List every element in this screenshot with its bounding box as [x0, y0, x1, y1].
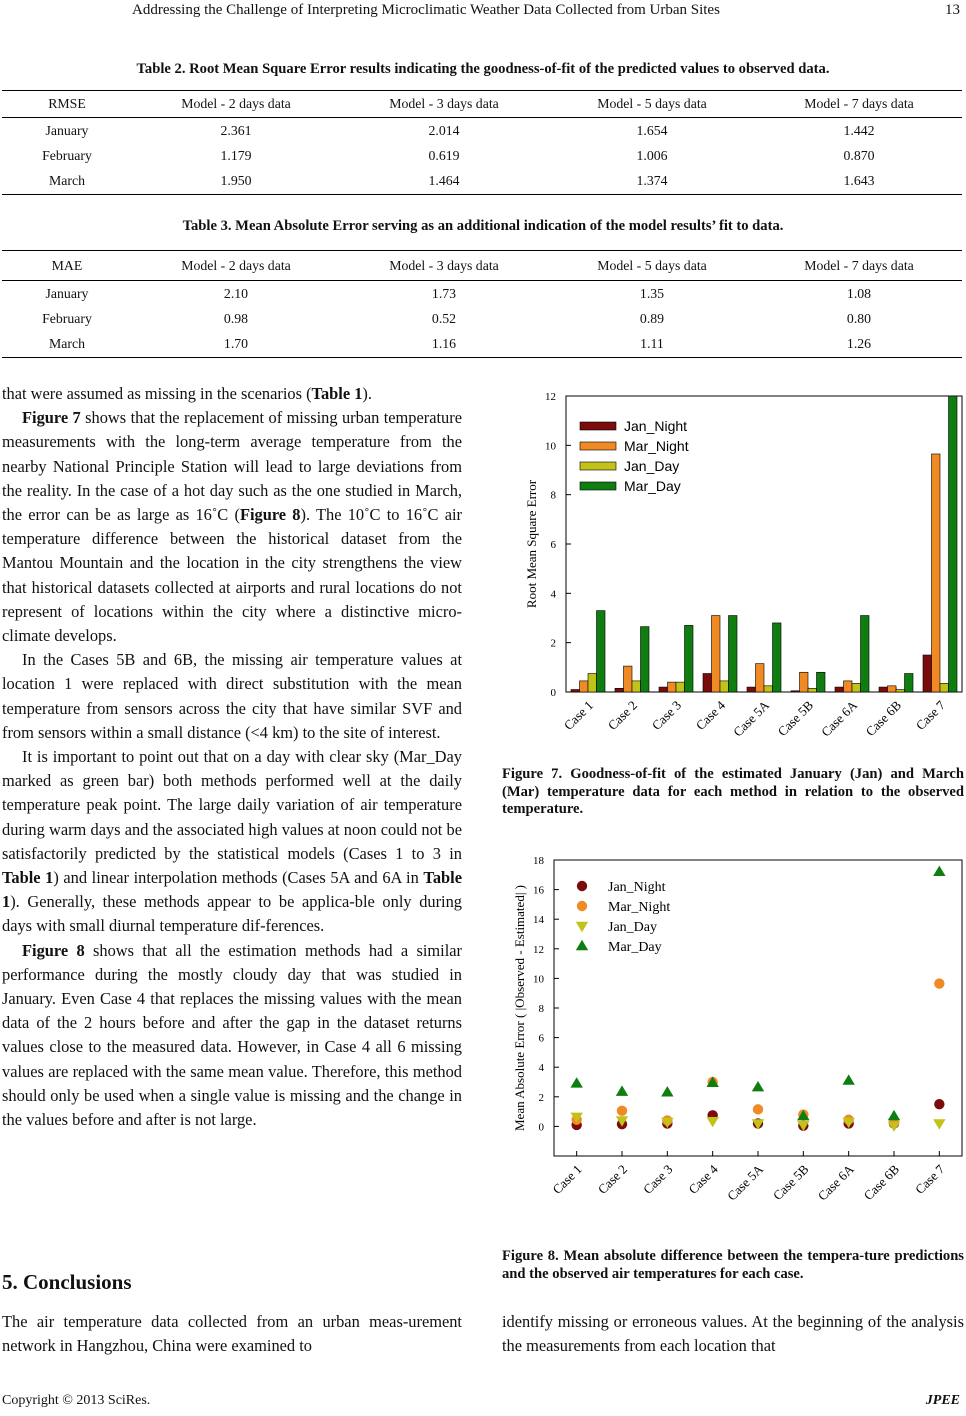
table3-mae: [2, 250, 962, 358]
y-tick-label: 8: [538, 1003, 544, 1015]
table-cell: 1.08: [846, 285, 872, 301]
column-header: Model - 2 days data: [132, 91, 340, 118]
table-cell: 1.643: [756, 169, 962, 195]
x-tick-label: Case 4: [685, 1161, 721, 1197]
legend-label: Mar_Day: [624, 478, 681, 494]
table-cell: January: [45, 122, 89, 138]
page-number: 13: [945, 2, 960, 18]
table2-rmse: [2, 90, 962, 195]
point-Mar_Night: [753, 1104, 763, 1114]
x-tick-label: Case 1: [549, 1161, 585, 1197]
legend-label: Mar_Night: [608, 900, 671, 915]
bar-Mar_Night: [800, 672, 809, 692]
table-cell: 1.442: [843, 122, 875, 138]
y-tick-label: 2: [550, 637, 556, 650]
y-tick-label: 18: [533, 855, 544, 867]
table-cell: 1.006: [636, 147, 668, 163]
table-row: [2, 169, 962, 195]
legend-label: Jan_Night: [608, 880, 666, 895]
point-Mar_Day: [888, 1110, 900, 1120]
x-tick-label: Case 3: [640, 1161, 676, 1197]
bar-Jan_Night: [615, 688, 624, 692]
legend-swatch: [580, 482, 616, 490]
y-tick-label: 10: [533, 973, 544, 986]
bar-Mar_Night: [624, 666, 633, 692]
legend-label: Jan_Day: [608, 920, 657, 935]
bar-Mar_Night: [756, 664, 765, 692]
y-tick-label: 8: [550, 489, 556, 502]
bar-Mar_Night: [580, 681, 589, 692]
x-tick-label: Case 7: [912, 1161, 948, 1197]
table-cell: February: [42, 310, 92, 326]
bar-Mar_Day: [641, 627, 650, 692]
column-header: RMSE: [2, 91, 132, 118]
legend-label: Mar_Night: [624, 438, 689, 454]
bar-Mar_Day: [861, 616, 870, 692]
x-tick-label: Case 5A: [724, 1161, 767, 1204]
figure7-bar-chart: [500, 382, 966, 762]
bar-Mar_Day: [905, 674, 914, 693]
legend-marker: [576, 922, 588, 932]
y-tick-label: 16: [533, 884, 544, 897]
point-Jan_Day: [888, 1121, 900, 1131]
paragraph: Figure 8 shows that all the estimation methods had a similar performance during the mostly cloudy day that was studied in January. Even Case 4 that replaces the missing values with the mean data of the 2 hours before and after the gap in the dataset returns values close to the measured data. However, in Case 4 all 6 missing values are replaced with the same mean value. Therefore, this method should only be used when a single value is missing and the change in the values before and after is not large.: [2, 940, 462, 1130]
column-header: MAE: [2, 251, 132, 281]
bar-Mar_Night: [932, 454, 941, 692]
point-Mar_Night: [617, 1106, 627, 1116]
bar-Mar_Night: [888, 686, 897, 692]
bar-Mar_Day: [817, 672, 826, 692]
bar-Mar_Night: [712, 616, 721, 692]
table2-caption: Table 2. Root Mean Square Error results indicating the goodness-of-fit of the predicted values to observed data.: [136, 61, 830, 77]
table-cell: 0.52: [431, 310, 457, 326]
legend-label: Jan_Night: [624, 418, 688, 434]
bar-Jan_Night: [571, 690, 580, 692]
bar-Jan_Night: [791, 691, 800, 692]
bar-Jan_Day: [852, 683, 861, 692]
table-row: [2, 281, 962, 307]
x-tick-label: Case 6B: [862, 697, 905, 740]
x-tick-label: Case 6A: [818, 697, 861, 740]
figure8-caption: Figure 8. Mean absolute difference between the tempera-ture predictions and the observed air temperatures for each case.: [502, 1248, 964, 1282]
x-tick-label: Case 7: [912, 697, 949, 733]
column-header: Model - 2 days data: [132, 251, 340, 281]
bar-Jan_Day: [588, 674, 597, 693]
y-axis-label: Mean Absolute Error ( |Observed - Estimated| ): [512, 885, 527, 1131]
table-row: [2, 118, 962, 144]
bar-Jan_Day: [676, 682, 685, 692]
paragraph: that were assumed as missing in the scenarios (Table 1).: [2, 384, 372, 403]
x-tick-label: Case 2: [604, 697, 641, 733]
bar-Mar_Day: [773, 623, 782, 692]
legend-label: Jan_Day: [624, 458, 680, 474]
left-column-tail: [2, 1310, 462, 1358]
x-tick-label: Case 1: [560, 697, 597, 733]
right-column-text: [502, 1310, 964, 1358]
y-tick-label: 12: [533, 943, 544, 956]
point-Mar_Day: [933, 866, 945, 876]
running-header: [0, 2, 966, 24]
table-cell: 2.014: [428, 122, 460, 138]
x-tick-label: Case 5A: [730, 697, 773, 740]
table-cell: 1.26: [756, 332, 962, 358]
legend-swatch: [580, 442, 616, 450]
x-tick-label: Case 5B: [769, 1161, 812, 1204]
legend-marker: [577, 901, 587, 911]
footer-journal: JPEE: [925, 1393, 960, 1408]
table-row: [2, 306, 962, 332]
table-cell: 0.870: [843, 147, 875, 163]
point-Mar_Day: [570, 1077, 582, 1087]
table-cell: 1.654: [636, 122, 668, 138]
bar-Jan_Night: [703, 674, 712, 693]
bar-Mar_Day: [685, 625, 694, 692]
bar-Mar_Night: [668, 682, 677, 692]
table-row: [2, 332, 962, 358]
paragraph: The air temperature data collected from an urban meas-urement network in Hangzhou, China were examined to: [2, 1312, 462, 1356]
bar-Jan_Day: [720, 681, 729, 692]
y-tick-label: 10: [545, 440, 556, 453]
column-header: Model - 7 days data: [756, 251, 962, 281]
section-heading: 5. Conclusions: [2, 1270, 132, 1294]
table-cell: 2.10: [223, 285, 249, 301]
point-Mar_Day: [752, 1081, 764, 1091]
table-cell: 0.80: [846, 310, 872, 326]
bar-Jan_Night: [879, 687, 888, 692]
table-cell: March: [2, 332, 132, 358]
point-Mar_Night: [934, 978, 944, 988]
point-Mar_Day: [661, 1086, 673, 1096]
paragraph: It is important to point out that on a day with clear sky (Mar_Day marked as green bar) both methods performed well at the daily temperature peak point. The large daily variation of air temperature during warm days and the associated high values at noon could not be satisfactorily predicted by the statistical models (Cases 1 to 3 in Table 1) and linear interpolation methods (Cases 5A and 6A in Table 1). Generally, these methods appear to be applica-ble only during days with small diurnal temperature dif-ferences.: [2, 747, 462, 936]
table-cell: January: [45, 285, 89, 301]
table-cell: February: [42, 147, 92, 163]
table-cell: 1.179: [220, 147, 252, 163]
table-cell: 1.11: [548, 332, 756, 358]
legend-marker: [576, 940, 588, 950]
y-tick-label: 4: [550, 588, 556, 601]
y-tick-label: 0: [550, 687, 556, 699]
bar-Jan_Day: [764, 686, 773, 692]
table-cell: March: [2, 169, 132, 195]
table-cell: 1.16: [340, 332, 548, 358]
x-tick-label: Case 5B: [774, 697, 817, 740]
paragraph: In the Cases 5B and 6B, the missing air temperature values at location 1 were replaced with direct substitution with the mean temperature from sensors across the city that have similar SVF and from sensors within a small distance (<4 km) to the site of interest.: [2, 650, 462, 742]
y-tick-label: 6: [550, 539, 556, 551]
bar-Jan_Day: [808, 688, 817, 692]
column-header: Model - 7 days data: [756, 91, 962, 118]
table-cell: 0.98: [223, 310, 249, 326]
point-Jan_Day: [706, 1117, 718, 1127]
bar-Jan_Day: [632, 681, 641, 692]
table-cell: 1.73: [431, 285, 457, 301]
table-cell: 1.35: [639, 285, 665, 301]
bar-Mar_Day: [597, 611, 606, 692]
figure7-caption: Figure 7. Goodness-of-fit of the estimated January (Jan) and March (Mar) temperature data for each method in relation to the observed temperature.: [502, 766, 964, 817]
y-tick-label: 6: [538, 1032, 544, 1045]
legend-swatch: [580, 462, 616, 470]
footer-copyright: Copyright © 2013 SciRes.: [2, 1393, 151, 1408]
y-axis-label: Root Mean Square Error: [524, 479, 539, 609]
y-tick-label: 12: [545, 391, 556, 403]
column-header: Model - 3 days data: [340, 251, 548, 281]
y-tick-label: 4: [538, 1062, 544, 1075]
bar-Mar_Night: [844, 681, 853, 692]
bar-Mar_Day: [949, 396, 958, 692]
bar-Jan_Day: [896, 690, 905, 692]
bar-Jan_Day: [940, 683, 949, 692]
legend-swatch: [580, 422, 616, 430]
table-cell: 2.361: [220, 122, 252, 138]
y-tick-label: 2: [538, 1091, 544, 1104]
x-tick-label: Case 6B: [860, 1161, 903, 1204]
legend-marker: [577, 881, 587, 891]
running-title: Addressing the Challenge of Interpreting Microclimatic Weather Data Collected from Urban Sites: [132, 2, 720, 18]
point-Jan_Day: [933, 1119, 945, 1129]
table-cell: 1.70: [132, 332, 340, 358]
y-tick-label: 0: [538, 1121, 544, 1134]
point-Jan_Night: [934, 1099, 944, 1109]
table-row: [2, 143, 962, 169]
table3-caption: Table 3. Mean Absolute Error serving as an additional indication of the model results’ fit to data.: [182, 218, 784, 234]
y-tick-label: 14: [533, 914, 544, 927]
x-tick-label: Case 2: [594, 1161, 631, 1197]
table-cell: 1.950: [132, 169, 340, 195]
paragraph: Figure 7 shows that the replacement of missing urban temperature measurements with the long-term average temperature from the nearby National Principle Station will lead to large deviations from the reality. In the case of a hot day such as the one studied in March, the error can be as large as 16˚C (Figure 8). The 10˚C to 16˚C air temperature difference between the historical dataset from the Mantou Mountain and the location in the city strengthens the view that historical datasets collected at airports and rural locations do not represent of locations within the city where a distinctive micro-climate develops.: [2, 408, 462, 646]
column-header: Model - 5 days data: [548, 91, 756, 118]
paragraph: identify missing or erroneous values. At the beginning of the analysis the measurements from each location that: [502, 1312, 964, 1356]
bar-Jan_Night: [659, 687, 668, 692]
bar-Jan_Night: [923, 655, 932, 692]
bar-Mar_Day: [729, 616, 738, 692]
x-tick-label: Case 4: [692, 697, 729, 733]
legend-label: Mar_Day: [608, 940, 662, 955]
figure8-scatter-chart: [500, 848, 966, 1228]
table-cell: 0.619: [428, 147, 460, 163]
point-Mar_Day: [842, 1074, 854, 1084]
left-column-text: [2, 382, 462, 1132]
point-Mar_Day: [616, 1085, 628, 1095]
bar-Jan_Night: [747, 687, 756, 692]
bar-Jan_Night: [835, 687, 844, 692]
column-header: Model - 5 days data: [548, 251, 756, 281]
x-tick-label: Case 6A: [814, 1161, 857, 1204]
column-header: Model - 3 days data: [340, 91, 548, 118]
table-cell: 0.89: [639, 310, 665, 326]
table-cell: 1.374: [548, 169, 756, 195]
table-cell: 1.464: [340, 169, 548, 195]
x-tick-label: Case 3: [648, 697, 685, 733]
